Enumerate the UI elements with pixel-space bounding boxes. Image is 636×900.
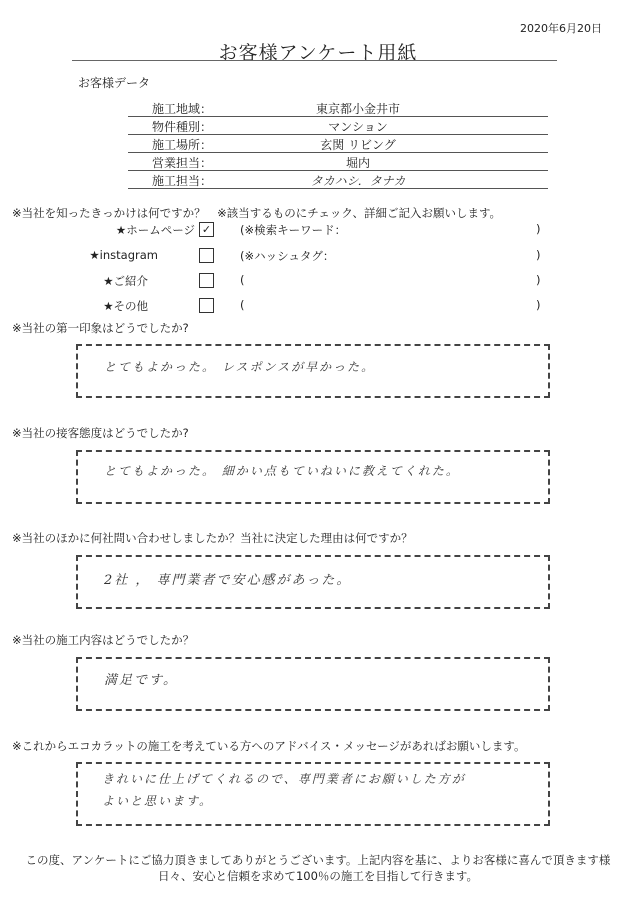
customer-data-heading: お客様データ xyxy=(78,76,151,90)
question-first-impression: ※当社の第一印象はどうでしたか? xyxy=(12,321,189,335)
customer-data-value: マンション xyxy=(328,120,388,134)
answer-other-companies: 2社 ， 専門業者で安心感があった。 xyxy=(104,573,352,588)
answer-box-first-impression[interactable] xyxy=(76,344,550,398)
customer-data-row-installer xyxy=(128,172,548,189)
customer-data-label: 施工担当： xyxy=(152,174,213,188)
question-advice: ※これからエコカラットの施工を考えている方へのアドバイス・メッセージがあればお願いします。 xyxy=(12,739,526,753)
customer-data-row-area xyxy=(128,100,548,117)
answer-box-advice[interactable] xyxy=(76,762,550,826)
option-close-paren: ) xyxy=(536,248,541,262)
option-note-homepage: (※検索キーワード： xyxy=(240,223,347,237)
question-work-quality: ※当社の施工内容はどうでしたか？ xyxy=(12,633,195,647)
option-label-instagram: ★instagram xyxy=(89,248,158,262)
answer-first-impression: とてもよかった。 レスポンスが早かった。 xyxy=(104,360,376,374)
question-service-attitude: ※当社の接客態度はどうでしたか? xyxy=(12,426,189,440)
answer-advice-line1: きれいに仕上げてくれるので、専門業者にお願いした方が xyxy=(102,772,466,786)
question-how-found: ※当社を知ったきっかけは何ですか？ ※該当するものにチェック、詳細ご記入お願いします。 xyxy=(12,206,502,220)
customer-data-value: 堀内 xyxy=(345,156,370,170)
answer-work-quality: 満足です。 xyxy=(104,673,178,688)
answer-advice-line2: よいと思います。 xyxy=(102,794,214,808)
customer-data-label: 施工地域： xyxy=(152,102,213,116)
checkbox-other[interactable] xyxy=(199,298,214,313)
checkbox-homepage[interactable] xyxy=(199,222,214,237)
option-label-other: ★その他 xyxy=(103,299,148,313)
option-note-other: ( xyxy=(240,298,245,312)
option-label-homepage: ★ホームページ xyxy=(115,223,195,237)
customer-data-value: タカハシ．タナカ xyxy=(310,174,406,188)
check-mark: ✓ xyxy=(201,223,212,236)
customer-data-value: 玄関 リビング xyxy=(320,138,396,152)
option-note-referral: ( xyxy=(240,273,245,287)
answer-box-other-companies[interactable] xyxy=(76,555,550,609)
footer-thanks-line2: 日々、安心と信頼を求めて100％の施工を目指して行きます。 xyxy=(157,869,479,883)
answer-box-service-attitude[interactable] xyxy=(76,450,550,504)
option-close-paren: ) xyxy=(536,273,541,287)
question-other-companies: ※当社のほかに何社問い合わせしましたか？当社に決定した理由は何ですか？ xyxy=(12,531,413,545)
option-close-paren: ) xyxy=(536,222,541,236)
option-note-instagram: (※ハッシュタグ： xyxy=(240,249,335,263)
checkbox-referral[interactable] xyxy=(199,273,214,288)
customer-data-row-location xyxy=(128,136,548,153)
option-close-paren: ) xyxy=(536,298,541,312)
customer-data-label: 営業担当： xyxy=(152,156,213,170)
checkbox-instagram[interactable] xyxy=(199,248,214,263)
footer-thanks-line1: この度、アンケートにご協力頂きましてありがとうございます。上記内容を基に、よりお客様に喜んで頂きます様 xyxy=(25,853,611,867)
option-label-referral: ★ご紹介 xyxy=(103,274,148,288)
survey-date: 2020年6月20日 xyxy=(520,22,602,35)
customer-data-label: 物件種別： xyxy=(152,120,213,134)
customer-data-row-sales xyxy=(128,154,548,171)
customer-data-label: 施工場所： xyxy=(152,138,213,152)
answer-service-attitude: とてもよかった。 細かい点もていねいに教えてくれた。 xyxy=(104,464,460,478)
customer-data-value: 東京都小金井市 xyxy=(315,102,400,116)
page-title: お客様アンケート用紙 xyxy=(218,42,418,64)
answer-box-work-quality[interactable] xyxy=(76,657,550,711)
customer-data-row-property xyxy=(128,118,548,135)
title-underline xyxy=(72,60,557,61)
